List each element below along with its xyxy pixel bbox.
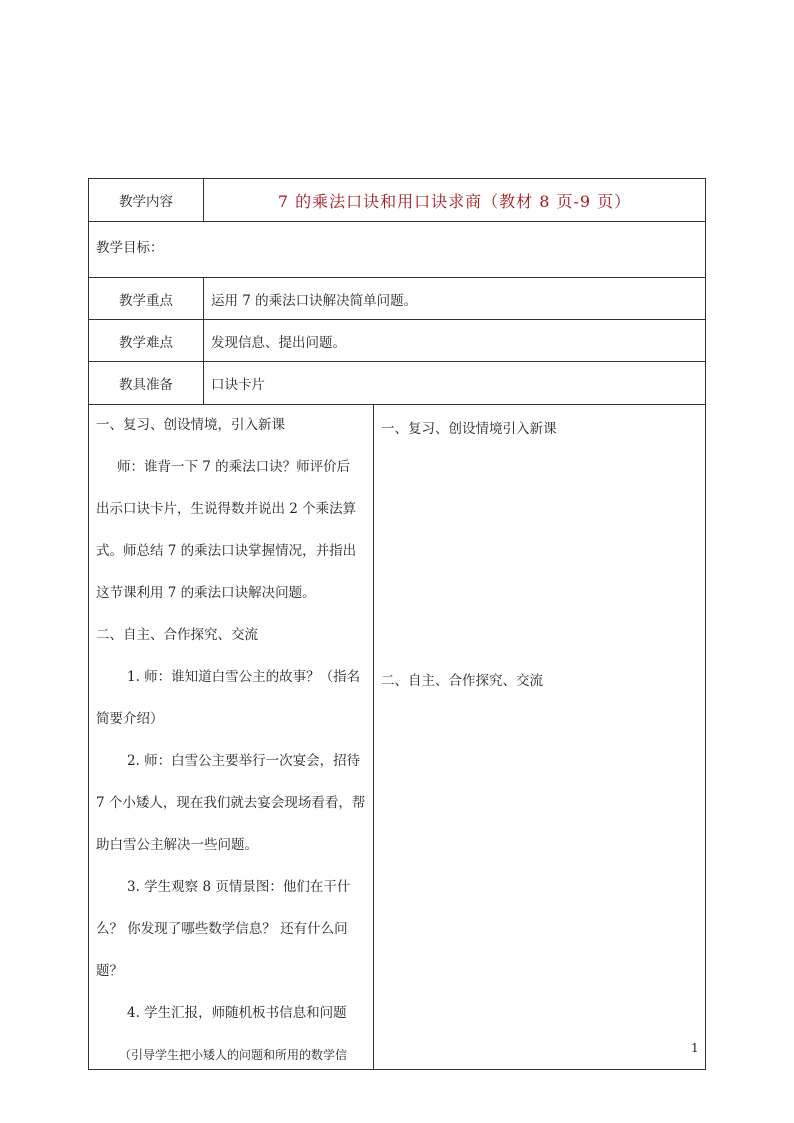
section-heading: 二、自主、合作探究、交流 (96, 627, 258, 643)
lesson-plan-table (88, 178, 706, 1070)
header-row (89, 179, 705, 222)
paragraph-line: （引导学生把小矮人的问题和所用的数学信 (119, 1048, 348, 1062)
paragraph-line: 3. 学生观察 8 页情景图：他们在干什 (127, 879, 351, 895)
section-heading: 一、复习、创设情境引入新课 (381, 421, 557, 437)
teaching-process-column (89, 405, 373, 1069)
paragraph-line: 简要介绍） (96, 711, 164, 727)
student-activity-column (374, 405, 705, 1069)
lesson-title: 7 的乘法口诀和用口诀求商（教材 8 页-9 页） (277, 191, 632, 211)
key-point-value: 运用 7 的乘法口诀解决简单问题。 (211, 292, 418, 309)
paragraph-line: 题？ (96, 963, 123, 979)
key-point-row (89, 278, 705, 320)
goals-label: 教学目标： (96, 240, 164, 256)
paragraph-line: 么？ 你发现了哪些数学信息？ 还有什么问 (96, 921, 348, 937)
paragraph-line: 4. 学生汇报，师随机板书信息和问题 (127, 1005, 347, 1021)
content-label: 教学内容 (119, 194, 173, 210)
materials-label: 教具准备 (119, 377, 173, 393)
paragraph-line: 师：谁背一下 7 的乘法口诀？师评价后 (117, 459, 351, 475)
key-point-label: 教学重点 (119, 292, 173, 309)
difficulty-row (89, 320, 705, 362)
paragraph-line: 式。师总结 7 的乘法口诀掌握情况，并指出 (96, 543, 357, 559)
section-heading: 二、自主、合作探究、交流 (381, 673, 543, 689)
paragraph-line: 这节课利用 7 的乘法口诀解决问题。 (96, 585, 316, 601)
paragraph-line: 7 个小矮人，现在我们就去宴会现场看看，帮 (96, 795, 366, 811)
paragraph-line: 2. 师：白雪公主要举行一次宴会，招待 (127, 753, 361, 769)
goals-row (89, 222, 705, 278)
paragraph-line: 助白雪公主解决一些问题。 (96, 837, 258, 853)
paragraph-line: 1. 师：谁知道白雪公主的故事？（指名 (127, 669, 361, 685)
materials-value: 口诀卡片 (211, 377, 265, 393)
page-number: 1 (691, 1041, 699, 1055)
section-heading: 一、复习、创设情境，引入新课 (96, 417, 285, 433)
materials-row (89, 362, 705, 405)
paragraph-line: 出示口诀卡片，生说得数并说出 2 个乘法算 (96, 501, 357, 517)
difficulty-value: 发现信息、提出问题。 (211, 334, 346, 351)
difficulty-label: 教学难点 (119, 334, 173, 351)
